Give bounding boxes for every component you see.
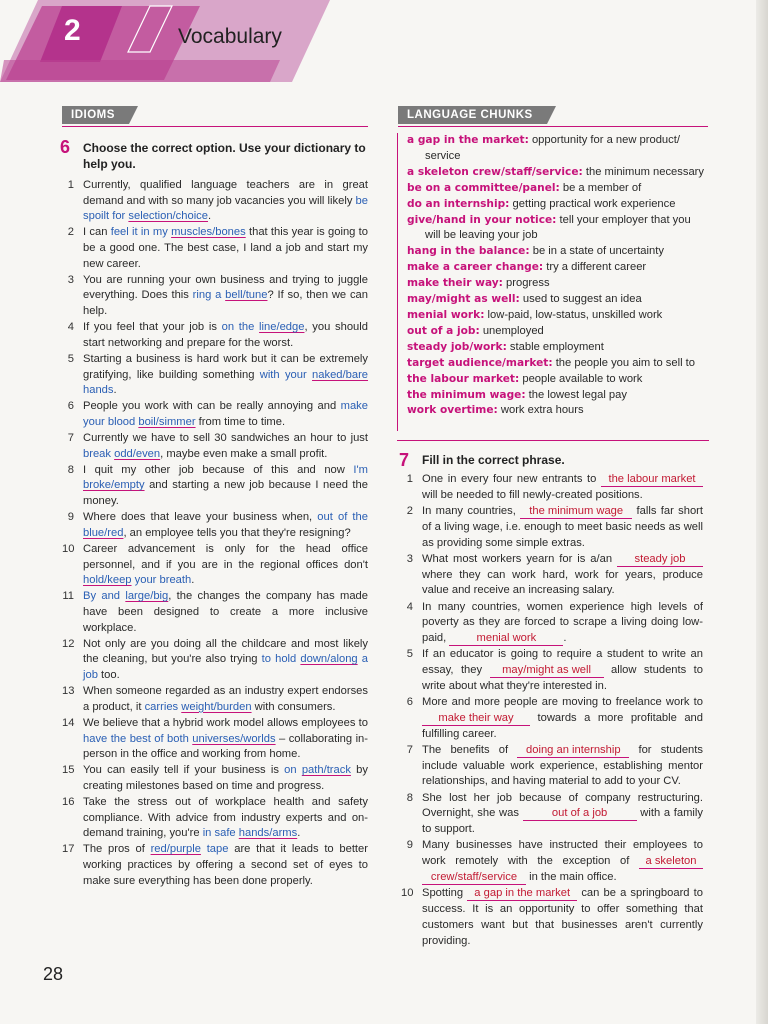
chunk-entry: [407, 213, 717, 245]
answer-blank[interactable]: may/might as well: [490, 664, 604, 678]
answer-blank[interactable]: steady job: [617, 553, 703, 567]
question-text: falls far short of a living wage, i.e. enough to meet basic needs as well as providing some simple extras.: [422, 504, 703, 549]
question-number: 2: [67, 226, 74, 239]
idiom-option-choice[interactable]: selection/choice: [128, 210, 208, 223]
idiom-question-item: [62, 399, 368, 430]
chunks-rule: [398, 126, 708, 127]
chunk-definition: work extra hours: [497, 404, 584, 417]
idiom-phrase: By and: [83, 590, 126, 603]
chunk-term: a gap in the market:: [407, 134, 529, 146]
chunk-term: steady job/work:: [407, 340, 507, 353]
chunk-definition: stable employment: [506, 340, 604, 353]
question-text: in the main office.: [526, 871, 617, 884]
question-text: towards a more profitable and fulfilling career.: [422, 711, 703, 740]
chunk-entry: [407, 372, 717, 388]
question-number: 12: [62, 637, 75, 650]
chunk-entry: [407, 403, 717, 419]
question-number: 10: [401, 887, 414, 900]
unit-number: 2: [64, 14, 81, 47]
question-text: Career advancement is only for the head office personnel, and if you are in the regional offices don't: [83, 543, 368, 571]
chunk-definition: progress: [502, 277, 550, 290]
idiom-phrase: out of the: [317, 511, 368, 524]
page-spine-shadow: [756, 0, 768, 1024]
question-text: with a family to support.: [422, 807, 703, 836]
answer-blank[interactable]: menial work: [449, 632, 563, 646]
question-text: Many businesses have instructed their employees to work remotely with the exception of: [422, 839, 703, 868]
question-number: 9: [406, 839, 413, 852]
question-text: ? If so, then we can help.: [83, 289, 368, 317]
exercise-7-instruction: Fill in the correct phrase.: [422, 453, 565, 467]
question-number: 4: [406, 600, 413, 613]
fill-question-item: [401, 600, 703, 647]
question-text: People you work with can be really annoying and: [83, 400, 341, 413]
chunk-term: menial work:: [407, 308, 485, 321]
idiom-phrase: in safe: [202, 827, 239, 840]
question-text: If an educator is going to require a student to write an essay, they: [422, 648, 703, 677]
chunk-definition: getting practical work experience: [509, 197, 676, 210]
idiom-option-choice[interactable]: broke/empty: [83, 479, 145, 492]
chunk-entry: [407, 181, 717, 197]
idiom-question-item: [62, 763, 368, 794]
question-text: and starting a new job because I need the money.: [83, 479, 368, 508]
question-number: 5: [406, 648, 413, 661]
chunk-term: do an internship:: [407, 197, 510, 210]
fill-question-item: [401, 647, 703, 694]
question-text: , the changes the company has made have been designed to create a more inclusive workplace.: [83, 590, 368, 634]
question-text: .: [208, 210, 212, 223]
idiom-phrase: to hold: [261, 653, 301, 666]
chunk-term: hang in the balance:: [407, 245, 530, 258]
exercise-6-instruction: Choose the correct option. Use your dictionary to help you.: [83, 141, 366, 171]
question-text: Take the stress out of workplace health and safety compliance. With advice from industry experts and on-demand training, you're: [83, 796, 368, 840]
chunk-entry: [407, 388, 717, 404]
question-number: 6: [67, 400, 74, 413]
idiom-option-choice[interactable]: line/edge: [259, 321, 305, 334]
idiom-question-item: [62, 589, 368, 636]
chunk-term: give/hand in your notice:: [407, 213, 557, 226]
question-text: too.: [97, 668, 120, 681]
question-text: One in every four new entrants to: [422, 473, 601, 485]
question-text: The pros of: [83, 843, 151, 856]
idiom-question-item: [62, 637, 368, 684]
idiom-phrase: your breath: [131, 574, 192, 587]
idiom-phrase: tape: [200, 843, 229, 856]
idiom-question-item: [62, 542, 368, 589]
chunk-definition: tell your employer that you: [556, 213, 691, 226]
question-text: where they can work hard, work for years, produce value and receive an increasing salary.: [422, 568, 703, 597]
page-number: 28: [43, 964, 64, 984]
idiom-question-item: [62, 795, 368, 842]
question-text: Spotting: [422, 887, 468, 900]
chunk-entry: [407, 356, 717, 372]
chunk-definition: people available to work: [519, 372, 643, 385]
question-number: 1: [67, 179, 74, 191]
idiom-question-item: [62, 684, 368, 715]
idiom-phrase: I'm: [353, 463, 368, 476]
idiom-option-choice[interactable]: boil/simmer: [138, 415, 196, 428]
idiom-question-item: [62, 352, 368, 399]
question-text: can be a springboard to success. It is an opportunity to offer something that customers want but that businesses aren't currently providing.: [422, 887, 703, 947]
idiom-question-item: [62, 225, 368, 272]
chunk-definition-cont: will be leaving your job: [425, 229, 538, 242]
question-text: If you feel that your job is: [83, 321, 222, 334]
unit-title: Vocabulary: [178, 25, 282, 48]
exercise-6-number: 6: [60, 137, 71, 157]
idiom-question-item: [62, 273, 368, 320]
chunk-entry: [407, 324, 717, 340]
question-number: 4: [67, 321, 74, 334]
chunk-definition: opportunity for a new product/: [528, 134, 680, 146]
idiom-option-choice[interactable]: hold/keep: [83, 574, 132, 587]
chunk-term: may/might as well:: [407, 293, 520, 306]
question-text: , maybe even make a small profit.: [160, 447, 328, 460]
question-number: 10: [62, 543, 75, 555]
idiom-option-choice[interactable]: hands/arms: [238, 827, 298, 840]
question-number: 13: [62, 685, 75, 698]
question-number: 1: [406, 473, 413, 485]
answer-blank[interactable]: doing an internship: [517, 744, 629, 758]
question-number: 14: [62, 716, 75, 729]
fill-question-item: [401, 743, 703, 790]
idiom-phrase: hands: [83, 384, 114, 397]
fill-question-item: [401, 552, 703, 599]
question-number: 3: [406, 552, 413, 565]
question-text: She lost her job because of company restructuring. Overnight, she was: [422, 791, 703, 820]
answer-blank[interactable]: a skeleton: [639, 855, 703, 869]
question-number: 6: [406, 696, 413, 709]
chunk-entry: [407, 133, 717, 165]
question-number: 7: [67, 432, 74, 445]
question-text: .: [113, 384, 117, 397]
idiom-phrase: be spoilt for: [83, 194, 368, 223]
question-number: 9: [67, 511, 74, 524]
question-text: I quit my other job because of this and now: [83, 463, 354, 476]
question-text: are that it leads to better working practices by offering a second set of eyes to make sure everything has been done properly.: [83, 843, 368, 887]
section-divider: [397, 440, 709, 441]
fill-question-item: [401, 504, 703, 551]
fill-question-item: [401, 472, 703, 504]
idiom-phrase: break: [83, 447, 115, 460]
idiom-option-choice[interactable]: weight/burden: [181, 700, 252, 713]
idiom-phrase: make your blood: [83, 400, 368, 428]
question-text: , you should start networking and prepare for the worst.: [83, 321, 368, 349]
question-text: .: [191, 574, 195, 587]
chunk-term: make a career change:: [407, 261, 544, 274]
fill-question-item: [401, 886, 703, 949]
question-text: In many countries,: [422, 504, 521, 517]
idiom-question-item: [62, 510, 368, 541]
chunk-definition: try a different career: [543, 261, 647, 274]
chunk-term: a skeleton crew/staff/service:: [407, 165, 583, 178]
chunk-definition: the people you aim to sell to: [552, 356, 696, 369]
chunk-definition: unemployed: [479, 324, 544, 337]
idiom-phrase: with your: [259, 368, 313, 381]
idiom-option-choice[interactable]: bell/tune: [225, 289, 268, 302]
question-number: 2: [406, 504, 413, 517]
language-chunks-tab: LANGUAGE CHUNKS: [398, 106, 547, 124]
fill-question-item: [401, 695, 703, 742]
idiom-phrase: on the: [221, 321, 260, 334]
question-text: Not only are you doing all the childcare and most likely the cleaning, but you're also trying: [83, 637, 368, 666]
chunk-term: out of a job:: [407, 324, 480, 337]
idiom-phrase: have the best of both: [83, 732, 193, 745]
answer-blank[interactable]: crew/staff/service: [422, 871, 526, 885]
chunk-term: be on a committee/panel:: [407, 181, 560, 194]
chunk-term: work overtime:: [407, 404, 498, 417]
question-text: .: [297, 827, 301, 840]
idiom-question-item: [62, 716, 368, 763]
question-text: More and more people are moving to freelance work to: [422, 696, 703, 709]
chunk-definition: low-paid, low-status, unskilled work: [484, 308, 663, 321]
idiom-phrase: carries: [144, 700, 182, 713]
chunk-entry: [407, 292, 717, 308]
question-text: You can easily tell if your business is: [83, 764, 285, 777]
chunk-definition: be a member of: [559, 181, 642, 194]
chunk-term: the minimum wage:: [407, 388, 526, 401]
language-chunks-box: [397, 133, 717, 431]
question-number: 17: [62, 843, 75, 856]
question-number: 7: [406, 743, 413, 756]
answer-blank[interactable]: the minimum wage: [520, 505, 632, 519]
question-text: We believe that a hybrid work model allows employees to: [83, 716, 368, 729]
question-number: 16: [62, 796, 75, 809]
idiom-question-item: [62, 842, 368, 889]
chunk-entry: [407, 244, 717, 260]
question-number: 8: [67, 463, 74, 476]
answer-blank[interactable]: a gap in the market: [467, 887, 577, 901]
question-text: allow students to write about what they're interested in.: [422, 664, 703, 692]
idiom-question-item: [62, 463, 368, 510]
chunk-definition: the minimum necessary: [582, 165, 704, 178]
question-text: .: [563, 632, 567, 645]
question-number: 15: [62, 764, 75, 777]
question-text: by creating milestones based on time and progress.: [83, 764, 368, 792]
question-text: Currently we have to sell 30 sandwiches an hour to just: [83, 432, 368, 445]
question-text: from time to time.: [195, 415, 286, 428]
idiom-question-item: [62, 178, 368, 225]
question-text: When someone regarded as an industry expert endorses a product, it: [83, 685, 368, 713]
idiom-phrase: feel it in my: [110, 226, 172, 239]
idioms-rule: [62, 126, 368, 127]
idiom-phrase: on: [284, 764, 302, 777]
chunk-definition-cont: service: [425, 149, 461, 162]
fill-in-question-list: [401, 472, 703, 950]
answer-blank[interactable]: out of a job: [523, 807, 637, 821]
chunk-entry: [407, 308, 717, 324]
idioms-tab: IDIOMS: [62, 106, 129, 124]
question-number: 8: [406, 791, 413, 804]
idiom-option-choice[interactable]: down/along: [300, 653, 358, 666]
question-text: for students include valuable work experience, establishing mentor relationships, and having material to add to your CV.: [422, 743, 703, 788]
question-number: 3: [67, 273, 74, 286]
question-text: , an employee tells you that they're resigning?: [123, 526, 351, 539]
chunk-entry: [407, 165, 717, 181]
idiom-option-choice[interactable]: path/track: [301, 764, 351, 777]
idioms-question-list: [62, 178, 368, 890]
fill-question-item: [401, 838, 703, 885]
chunk-definition: used to suggest an idea: [519, 293, 642, 306]
question-number: 5: [67, 352, 74, 365]
chunk-term: make their way:: [407, 277, 503, 290]
chunk-term: target audience/market:: [407, 356, 553, 369]
idiom-option-choice[interactable]: blue/red: [83, 526, 124, 539]
idiom-option-choice[interactable]: large/big: [125, 590, 169, 603]
question-text: – collaborating in-person in the office and working from home.: [83, 732, 369, 761]
question-text: I can: [83, 226, 111, 239]
idiom-option-choice[interactable]: odd/even: [114, 447, 161, 460]
question-text: You are running your own business and trying to juggle everything. Does this: [83, 273, 368, 302]
question-text: Where does that leave your business when,: [83, 511, 318, 524]
idiom-option-choice[interactable]: universes/worlds: [192, 732, 276, 745]
idiom-question-item: [62, 320, 368, 351]
answer-blank[interactable]: make their way: [422, 712, 530, 726]
question-text: will be needed to fill newly-created positions.: [422, 488, 643, 501]
idiom-phrase: a job: [83, 653, 368, 681]
chunk-entry: [407, 197, 717, 213]
chunk-term: the labour market:: [407, 372, 520, 385]
idiom-phrase: ring a: [192, 289, 226, 302]
chunk-definition: the lowest legal pay: [525, 388, 627, 401]
chunk-entry: [407, 276, 717, 292]
question-text: with consumers.: [251, 700, 336, 713]
chunk-definition: be in a state of uncertainty: [529, 245, 664, 258]
question-text: Starting a business is hard work but it can be extremely gratifying, like building something: [83, 352, 368, 381]
fill-question-item: [401, 791, 703, 838]
chunk-entry: [407, 260, 717, 276]
question-text: that this year is going to be a good one. The best case, I land a job and start my new career.: [83, 226, 369, 270]
question-text: What most workers yearn for is a/an: [422, 552, 617, 565]
question-text: The benefits of: [422, 743, 518, 756]
answer-blank[interactable]: the labour market: [601, 473, 703, 487]
question-number: 11: [62, 590, 74, 603]
question-text: In many countries, women experience high levels of poverty as they are forced to scrape a living doing low-paid,: [422, 600, 703, 645]
exercise-7-number: 7: [399, 450, 410, 470]
chunk-entry: [407, 340, 717, 356]
idiom-option-choice[interactable]: naked/bare: [312, 368, 369, 381]
idiom-question-item: [62, 431, 368, 462]
idiom-option-choice[interactable]: muscles/bones: [171, 226, 246, 239]
idiom-option-choice[interactable]: red/purple: [150, 843, 201, 856]
question-text: Currently, qualified language teachers are in great demand and with so many job vacancies you will likely: [83, 179, 368, 207]
